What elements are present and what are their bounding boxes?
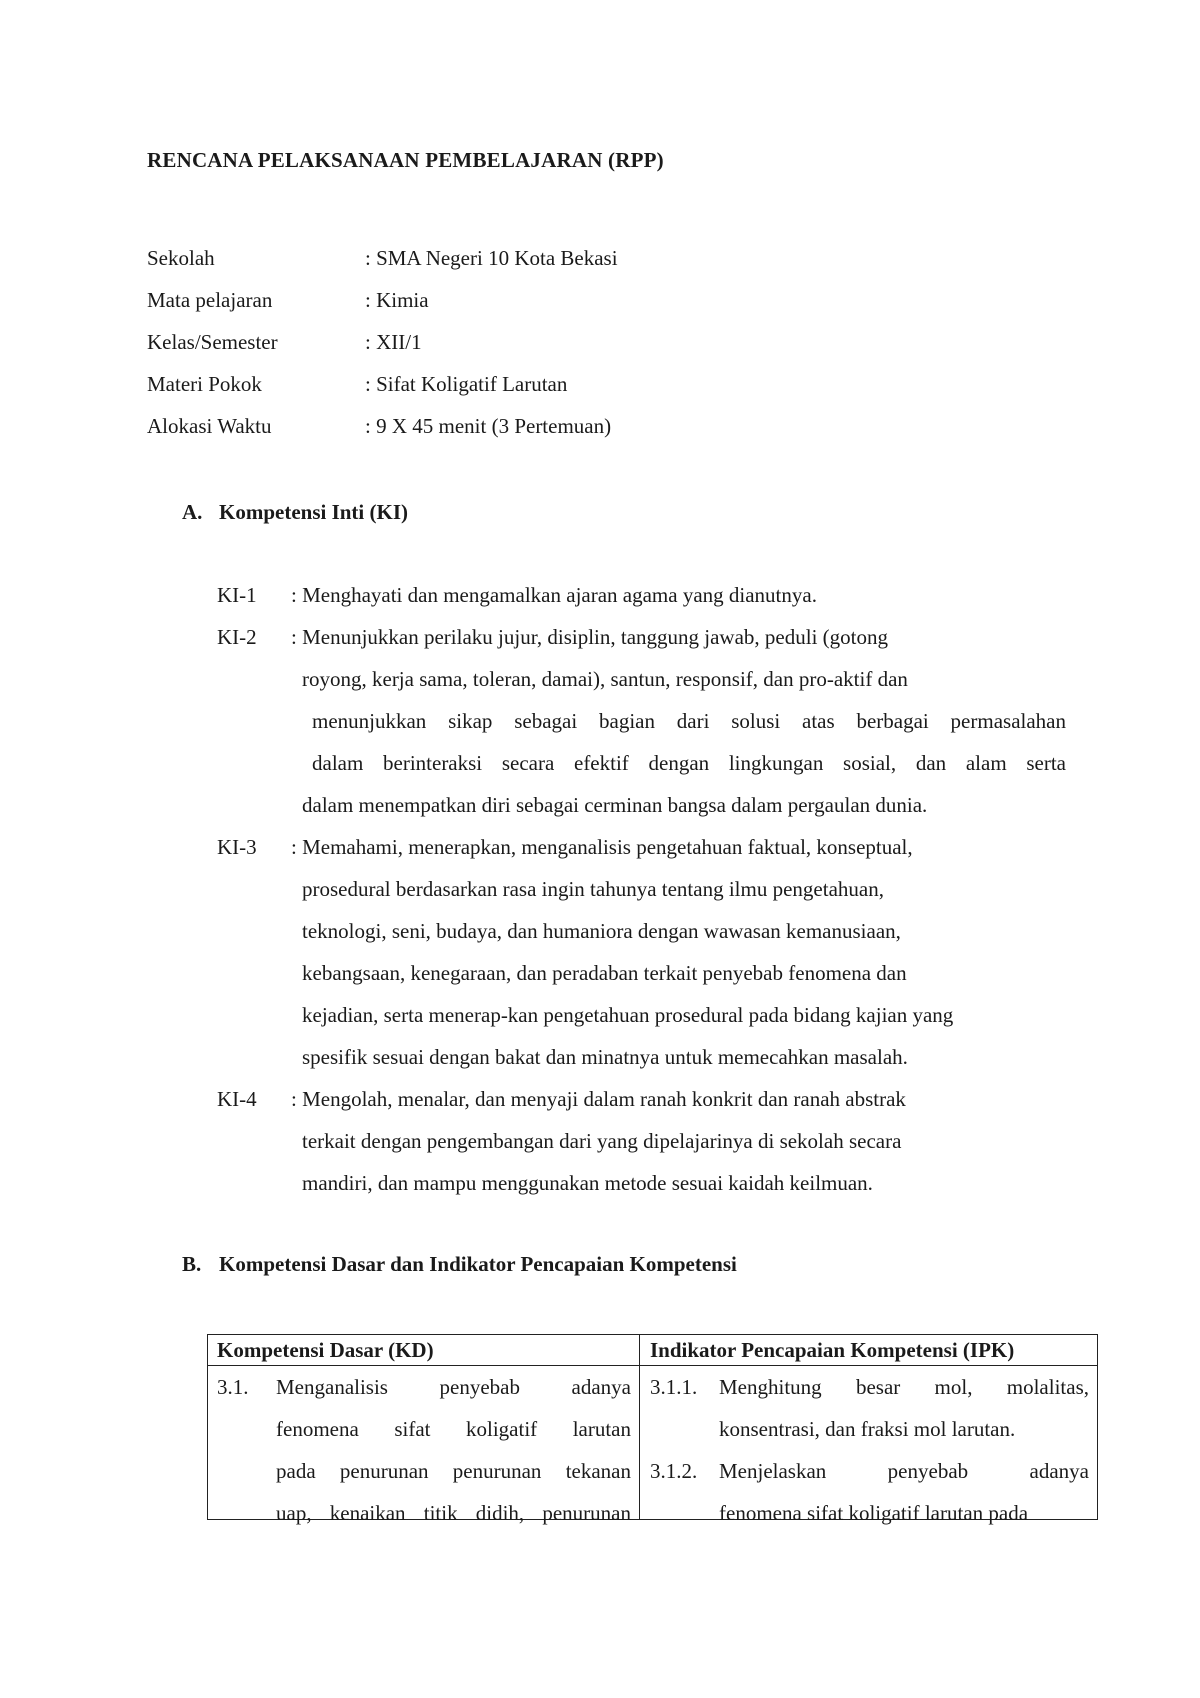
document-title: RENCANA PELAKSANAAN PEMBELAJARAN (RPP)	[147, 148, 664, 172]
ki-text-line: mandiri, dan mampu menggunakan metode sesuai kaidah keilmuan.	[302, 1171, 873, 1195]
identity-value: : SMA Negeri 10 Kota Bekasi	[365, 246, 618, 270]
table-header-kd: Kompetensi Dasar (KD)	[217, 1338, 434, 1362]
kd-text-line: fenomena sifat koligatif larutan	[276, 1417, 631, 1441]
identity-value: : XII/1	[365, 330, 422, 354]
ki-text-line: menunjukkan sikap sebagai bagian dari solusi atas berbagai permasalahan	[312, 709, 1066, 733]
identity-row-time	[147, 412, 1047, 442]
identity-value: : Kimia	[365, 288, 429, 312]
ki-text-line: dalam berinteraksi secara efektif dengan lingkungan sosial, dan alam serta	[312, 751, 1066, 775]
identity-row-subject	[147, 286, 1047, 316]
ki-code: KI-4	[217, 1087, 257, 1111]
ki-text-line: terkait dengan pengembangan dari yang dipelajarinya di sekolah secara	[302, 1129, 902, 1153]
identity-label: Materi Pokok	[147, 372, 262, 396]
section-title: Kompetensi Inti (KI)	[219, 500, 408, 524]
identity-value: : Sifat Koligatif Larutan	[365, 372, 568, 396]
ki-text-line: kejadian, serta menerap-kan pengetahuan prosedural pada bidang kajian yang	[302, 1003, 954, 1027]
ki-text-line: kebangsaan, kenegaraan, dan peradaban terkait penyebab fenomena dan	[302, 961, 907, 985]
identity-label: Sekolah	[147, 246, 215, 270]
section-letter: B.	[182, 1252, 202, 1276]
ki-text-line: dalam menempatkan diri sebagai cerminan bangsa dalam pergaulan dunia.	[302, 793, 928, 817]
ipk-number: 3.1.1.	[650, 1375, 698, 1399]
kd-ipk-table	[207, 1334, 1098, 1525]
ki-text-line: teknologi, seni, budaya, dan humaniora dengan wawasan kemanusiaan,	[302, 919, 901, 943]
ipk-text-line: fenomena sifat koligatif larutan pada	[719, 1501, 1029, 1525]
ki-text-line: spesifik sesuai dengan bakat dan minatnya untuk memecahkan masalah.	[302, 1045, 908, 1069]
identity-label: Alokasi Waktu	[147, 414, 272, 438]
section-letter: A.	[182, 500, 203, 524]
ipk-text-line: konsentrasi, dan fraksi mol larutan.	[719, 1417, 1016, 1441]
ipk-text-line: Menghitung besar mol, molalitas,	[719, 1375, 1089, 1399]
section-title: Kompetensi Dasar dan Indikator Pencapaian Kompetensi	[219, 1252, 737, 1276]
ipk-text-line: Menjelaskan penyebab adanya	[719, 1459, 1089, 1483]
identity-row-school	[147, 244, 1047, 274]
identity-value: : 9 X 45 menit (3 Pertemuan)	[365, 414, 612, 438]
table-column-divider	[639, 1335, 640, 1519]
table-header-divider	[208, 1365, 1097, 1366]
identity-label: Kelas/Semester	[147, 330, 278, 354]
identity-label: Mata pelajaran	[147, 288, 273, 312]
ki-text-line: : Memahami, menerapkan, menganalisis pengetahuan faktual, konseptual,	[291, 835, 913, 859]
ki-text-line: prosedural berdasarkan rasa ingin tahunya tentang ilmu pengetahuan,	[302, 877, 884, 901]
ki-code: KI-2	[217, 625, 257, 649]
kd-text-line: Menganalisis penyebab adanya	[276, 1375, 631, 1399]
ki-text-line: : Menghayati dan mengamalkan ajaran agama yang dianutnya.	[291, 583, 817, 607]
table-header-ipk: Indikator Pencapaian Kompetensi (IPK)	[650, 1338, 1015, 1362]
ki-text-line: royong, kerja sama, toleran, damai), santun, responsif, dan pro-aktif dan	[302, 667, 908, 691]
kd-text-line: uap, kenaikan titik didih, penurunan	[276, 1501, 631, 1525]
ki-text-line: : Mengolah, menalar, dan menyaji dalam ranah konkrit dan ranah abstrak	[291, 1087, 906, 1111]
ki-code: KI-1	[217, 583, 257, 607]
ipk-number: 3.1.2.	[650, 1459, 698, 1483]
ki-code: KI-3	[217, 835, 257, 859]
kd-number: 3.1.	[217, 1375, 249, 1399]
identity-row-class	[147, 328, 1047, 358]
ki-text-line: : Menunjukkan perilaku jujur, disiplin, tanggung jawab, peduli (gotong	[291, 625, 888, 649]
identity-row-topic	[147, 370, 1047, 400]
kd-text-line: pada penurunan penurunan tekanan	[276, 1459, 631, 1483]
